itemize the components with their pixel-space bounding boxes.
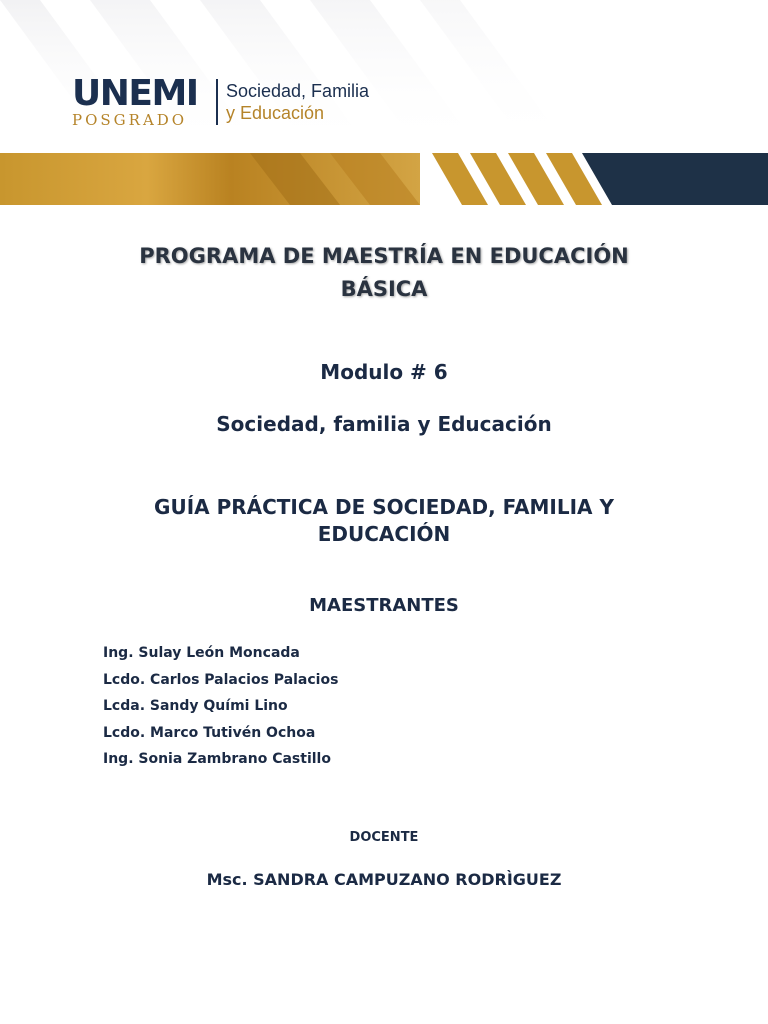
logo-sub-text: POSGRADO	[72, 110, 188, 129]
program-title	[0, 240, 768, 306]
module-title: Modulo # 6	[320, 360, 448, 384]
guide-title	[0, 494, 768, 548]
logo-main-text: UNEMI	[72, 72, 198, 114]
logo-separator	[216, 79, 218, 125]
teacher-heading: DOCENTE	[349, 830, 419, 845]
list-item: Lcdo. Carlos Palacios Palacios	[103, 671, 339, 688]
list-item: Ing. Sonia Zambrano Castillo	[103, 751, 331, 767]
list-item: Lcdo. Marco Tutivén Ochoa	[103, 724, 316, 741]
program-title-line1: PROGRAMA DE MAESTRÍA EN EDUCACIÓN	[139, 244, 629, 268]
program-name-line2: y Educación	[226, 103, 325, 123]
program-name-logo	[226, 80, 369, 124]
institution-logo	[72, 72, 370, 129]
guide-title-line2: EDUCACIÓN	[317, 522, 451, 546]
guide-title-line1: GUÍA PRÁCTICA DE SOCIEDAD, FAMILIA Y	[154, 495, 614, 519]
list-item: Ing. Sulay León Moncada	[103, 645, 300, 661]
course-name: Sociedad, familia y Educación	[216, 412, 552, 436]
list-item: Lcda. Sandy Quími Lino	[103, 698, 288, 714]
unemi-logo	[72, 72, 210, 129]
students-list	[103, 640, 338, 773]
program-title-line2: BÁSICA	[340, 277, 428, 301]
teacher-name: Msc. SANDRA CAMPUZANO RODRÌGUEZ	[206, 870, 562, 889]
students-heading: MAESTRANTES	[309, 595, 459, 616]
program-name-line1: Sociedad, Familia	[226, 81, 370, 101]
decorative-band	[0, 153, 768, 205]
